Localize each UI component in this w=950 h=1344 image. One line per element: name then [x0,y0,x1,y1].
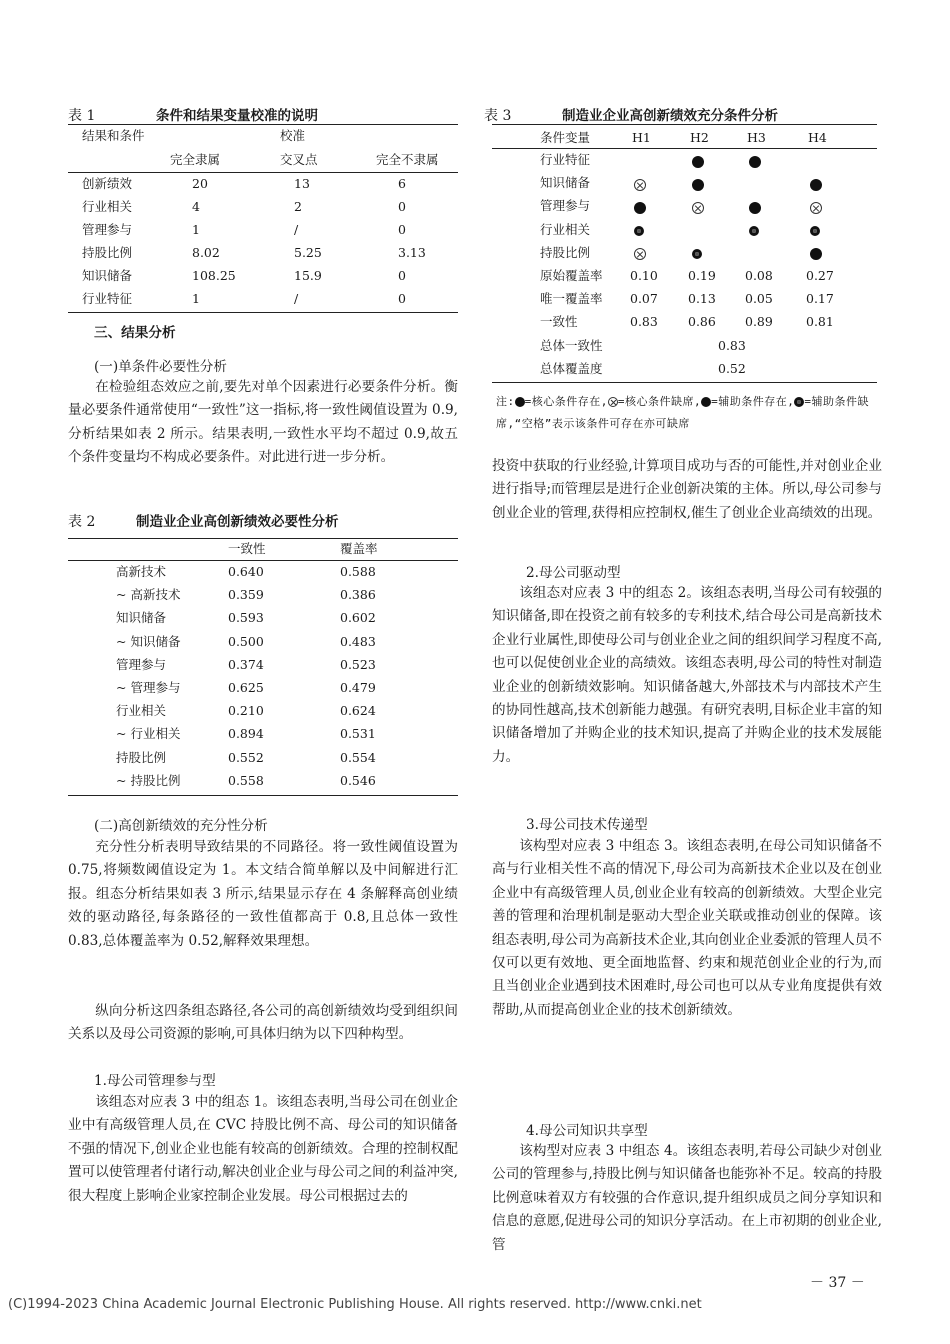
table1-header-conditions: 结果和条件 [82,128,145,143]
table3-symbol-cell [810,176,822,192]
table3-overall-name: 总体覆盖度 [540,360,603,376]
table1-label: 表 1 [68,108,96,124]
table2-row-coverage: 0.386 [340,587,376,603]
table2-row-consistency: 0.625 [228,680,264,695]
table1-row-cross: / [294,222,299,237]
table3-metric-value: 0.17 [806,291,834,307]
core-present-icon [634,202,646,214]
table1-row-name: 知识储备 [82,268,133,283]
section-heading-results: 三、结果分析 [94,325,176,341]
table2-row-coverage: 0.546 [340,772,376,788]
core-present-icon [692,156,704,168]
table2-title: 制造业企业高创新绩效必要性分析 [136,514,339,530]
table1-row-full: 20 [192,176,208,191]
table3-bottom-rule [492,382,877,383]
table2-row-coverage: 0.479 [340,680,376,695]
table2-row-coverage: 0.523 [340,656,376,672]
table2-top-rule [68,538,458,539]
table3-header-h3: H3 [747,130,766,145]
table1-caption [68,104,318,125]
table1-row-cross: 15.9 [294,268,322,283]
table2-row-coverage: 0.554 [340,749,376,765]
aux-absent-icon [810,226,820,236]
table3-note [496,391,891,435]
table3-symbol-cell [810,223,820,239]
table2-caption [68,510,339,531]
core-present-icon [810,248,822,260]
table1-row-cross: 5.25 [294,245,322,260]
paragraph-parent-driven: 该组态对应表 3 中的组态 2。该组态表明,当母公司有较强的知识储备,即在投资之前有较多的专利技术,结合母公司是高新技术企业行业属性,即使母公司与创业企业之间的组织间学习程度不高,也可以促使创业企业的高绩效。该组态表明,母公司的特性对制造业企业的创新绩效影响。知识储备越大,外部技术与内部技术产生的协同性越高,技术创新能力越强。有研究表明,目标企业丰富的知识储备增加了并购企业的技术知识,提高了并购企业的技术发展能力。 [492,585,882,765]
table1-row-name: 行业特征 [82,291,133,306]
table3-header-rule [492,148,877,149]
subheading-necessity: (一)单条件必要性分析 [94,359,227,375]
table2-header-coverage: 覆盖率 [340,541,378,556]
table1-row-non: 0 [398,291,406,306]
table1-row-name: 管理参与 [82,222,133,237]
table3-header-h4: H4 [808,130,827,145]
table3-metric-name: 原始覆盖率 [540,268,603,283]
table1-row-non: 0 [398,222,406,237]
table2-row-name: ~ 持股比例 [116,772,181,788]
table3-metric-value: 0.89 [745,314,773,330]
table3-symbol-cell [749,199,761,215]
table3-metric-value: 0.86 [688,314,716,330]
subheading-sufficiency: (二)高创新绩效的充分性分析 [94,818,268,834]
core-absent-icon [634,179,646,191]
note-aux-absent: =辅助条件缺席,“空格”表示该条件可存在亦可缺席 [496,395,869,430]
core-present-icon [515,397,525,407]
table2-row-name: 管理参与 [116,656,167,672]
table1-bottom-rule [68,312,458,313]
table3-symbol-cell [692,199,704,215]
note-core-absent: =核心条件缺席, [617,395,702,408]
table1-row-non: 6 [398,176,406,191]
table2-row-consistency: 0.552 [228,749,264,765]
table3-overall-value: 0.52 [718,360,746,376]
table3-metric-value: 0.08 [745,268,773,283]
table2-row-coverage: 0.531 [340,726,376,742]
core-absent-icon [810,202,822,214]
table2-row-consistency: 0.500 [228,633,264,649]
core-present-icon [749,156,761,168]
paragraph-knowledge-sharing: 该构型对应表 3 中组态 4。该组态表明,若母公司缺少对创业公司的管理参与,持股比例与知识储备也能弥补不足。较高的持股比例意味着双方有较强的合作意识,提升组织成员之间分享知识和信息的意愿,促进母公司的知识分享活动。在上市初期的创业企业,管 [492,1143,882,1253]
paragraph-technology-transfer: 该构型对应表 3 中组态 3。该组态表明,在母公司知识储备不高与行业相关性不高的情况下,母公司为高新技术企业以及在创业企业中有高级管理人员,创业企业有较高的创新绩效。大型企业完善的管理和治理机制是驱动大型企业关联或推动创业的保障。该组态表明,母公司为高新技术企业,其向创业企业委派的管理人员不仅可以更有效地、更全面地监督、约束和规范创业企业的行为,而且当创业企业遇到技术困难时,母公司也可以从专业角度提供有效帮助,从而提高创业企业的技术创新绩效。 [492,838,882,1018]
note-prefix: 注: [496,395,515,408]
table3-metric-value: 0.07 [630,291,658,307]
table1-row-non: 3.13 [398,245,426,260]
page-number: － 37 － [810,1275,865,1291]
table3-header-variable: 条件变量 [540,130,591,145]
table1-row-full: 108.25 [192,268,236,283]
table1-row-name: 创新绩效 [82,176,133,191]
core-present-icon [749,202,761,214]
table3-row-name: 行业特征 [540,152,591,167]
table2-bottom-rule [68,795,458,796]
table2-row-coverage: 0.483 [340,633,376,649]
table2-row-name: 持股比例 [116,749,167,765]
copyright-footer: (C)1994-2023 China Academic Journal Electronic Publishing House. All rights reserved. http://www.cnki.net [8,1297,702,1312]
table2-row-name: ~ 管理参与 [116,680,181,695]
table1-title: 条件和结果变量校准的说明 [156,108,318,124]
table1-row-cross: 2 [294,199,302,214]
aux-absent-icon [749,226,759,236]
table2-row-consistency: 0.210 [228,703,264,719]
paragraph-management-continued: 投资中获取的行业经验,计算项目成功与否的可能性,并对创业企业进行指导;而管理层是进行企业创新决策的主体。所以,母公司参与创业企业的管理,获得相应控制权,催生了创业企业高绩效的出现。 [492,458,882,521]
table3-metric-value: 0.19 [688,268,716,283]
table2-header-rule [68,560,458,561]
table3-symbol-cell [634,199,646,215]
table2-row-name: ~ 知识储备 [116,633,181,649]
table1-header-cross: 交叉点 [280,152,318,167]
aux-absent-icon [692,249,702,259]
table3-symbol-cell [810,199,822,215]
table2-row-consistency: 0.894 [228,726,264,742]
core-absent-icon [692,202,704,214]
table1-row-cross: 13 [294,176,310,191]
table2-header-consistency: 一致性 [228,541,266,556]
table3-symbol-cell [810,246,822,262]
table3-row-name: 行业相关 [540,221,591,237]
table3-symbol-cell [749,223,759,239]
paragraph-management-participation: 该组态对应表 3 中的组态 1。该组态表明,当母公司在创业企业中有高级管理人员,在 CVC 持股比例不高、母公司的知识储备不强的情况下,创业企业也能有较高的创新绩效。合理的控制权配置可以使管理者付诸行动,解决创业企业与母公司之间的利益冲突,很大程度上影响企业家控制企业发展。母公司根据过去的 [68,1094,458,1204]
table3-symbol-cell [634,223,644,239]
table3-row-name: 知识储备 [540,175,591,191]
table2-row-name: ~ 高新技术 [116,587,181,603]
table1-row-cross: / [294,291,299,306]
core-present-icon [692,179,704,191]
paragraph-sufficiency: 充分性分析表明导致结果的不同路径。将一致性阈值设置为 0.75,将频数阈值设定为 1。本文结合简单解以及中间解进行汇报。组态分析结果如表 3 所示,结果显示存在 4 条解释高创业绩效的驱动路径,每条路径的一致性值都高于 0.8,且总体一致性 0.83,总体覆盖率为 0.52,解释效果理想。 [68,839,458,949]
table3-caption [484,104,778,125]
table1-row-non: 0 [398,199,406,214]
note-aux-present: =辅助条件存在, [711,395,795,408]
table3-top-rule [492,124,877,125]
table1-header-calibration: 校准 [280,128,306,143]
subheading-management-participation: 1.母公司管理参与型 [94,1073,216,1089]
paragraph-necessity: 在检验组态效应之前,要先对单个因素进行必要条件分析。衡量必要条件通常使用“一致性”这一指标,将一致性阈值设置为 0.9,分析结果如表 2 所示。结果表明,一致性水平均不超过 0.9,故五个条件变量均不构成必要条件。对此进行进一步分析。 [68,379,458,466]
table2-row-consistency: 0.359 [228,587,264,603]
table2-row-name: 行业相关 [116,703,167,719]
table3-metric-name: 一致性 [540,314,578,330]
table3-header-h2: H2 [690,130,709,145]
table1-row-full: 1 [192,222,200,237]
table2-label: 表 2 [68,514,96,530]
table1-top-rule [68,124,458,125]
table3-title: 制造业企业高创新绩效充分条件分析 [562,108,778,124]
table3-metric-value: 0.27 [806,268,834,283]
table3-metric-name: 唯一覆盖率 [540,291,603,307]
table1-header-non: 完全不隶属 [376,152,439,167]
table3-metric-value: 0.05 [745,291,773,307]
aux-absent-icon [794,397,804,407]
table1-row-full: 8.02 [192,245,220,260]
table3-metric-value: 0.10 [630,268,658,283]
note-core-present: =核心条件存在, [524,395,608,408]
table3-label: 表 3 [484,108,512,124]
table2-row-name: 知识储备 [116,610,167,626]
table3-symbol-cell [692,176,704,192]
table3-metric-value: 0.81 [806,314,834,330]
table3-symbol-cell [692,246,702,262]
table3-overall-value: 0.83 [718,337,746,353]
subheading-technology-transfer: 3.母公司技术传递型 [526,817,648,833]
table2-row-name: ~ 行业相关 [116,726,181,742]
table1-row-name: 持股比例 [82,245,133,260]
table3-symbol-cell [692,153,704,169]
table2-row-coverage: 0.602 [340,610,376,626]
table3-metric-value: 0.13 [688,291,716,307]
table3-symbol-cell [634,246,646,262]
core-absent-icon [634,248,646,260]
table1-row-full: 4 [192,199,200,214]
table3-symbol-cell [749,153,761,169]
table3-row-name: 持股比例 [540,244,591,260]
aux-absent-icon [634,226,644,236]
table1-header-rule [68,172,458,173]
table2-row-consistency: 0.593 [228,610,264,626]
table3-metric-value: 0.83 [630,314,658,330]
table2-row-name: 高新技术 [116,564,167,579]
table3-header-h1: H1 [632,130,651,145]
table2-row-coverage: 0.624 [340,703,376,719]
table2-row-consistency: 0.374 [228,656,264,672]
table3-row-name: 管理参与 [540,198,591,214]
paragraph-four-configurations: 纵向分析这四条组态路径,各公司的高创新绩效均受到组织间关系以及母公司资源的影响,可具体归纳为以下四种构型。 [68,1003,458,1043]
table1-row-non: 0 [398,268,406,283]
table3-overall-name: 总体一致性 [540,337,603,353]
table3-symbol-cell [634,176,646,192]
table2-row-coverage: 0.588 [340,564,376,579]
table2-row-consistency: 0.640 [228,564,264,579]
subheading-parent-driven: 2.母公司驱动型 [526,565,621,581]
core-absent-icon [608,397,618,407]
subheading-knowledge-sharing: 4.母公司知识共享型 [526,1123,648,1139]
table1-header-full: 完全隶属 [170,152,221,167]
table1-row-name: 行业相关 [82,199,133,214]
table2-row-consistency: 0.558 [228,772,264,788]
core-present-icon [810,179,822,191]
table1-row-full: 1 [192,291,200,306]
aux-present-icon [701,397,711,407]
